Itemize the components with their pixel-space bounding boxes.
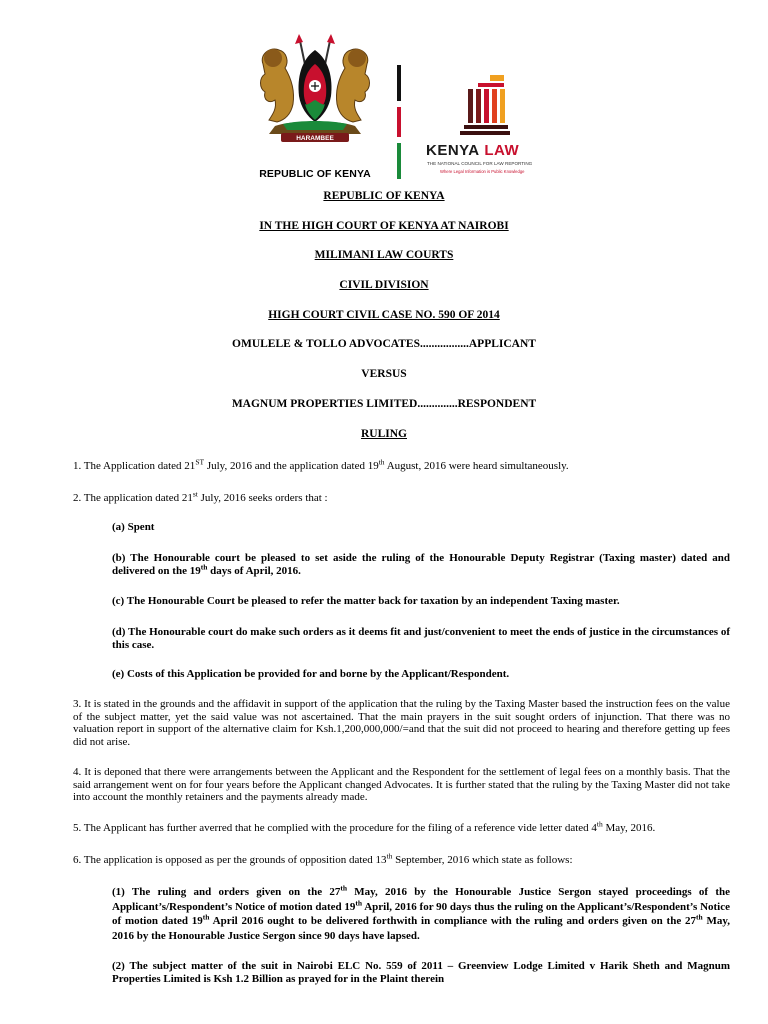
title-versus: VERSUS xyxy=(361,368,407,380)
divider-green xyxy=(397,143,401,179)
kl-name-law: LAW xyxy=(484,142,520,159)
party-applicant: OMULELE & TOLLO ADVOCATES.................APPLICANT xyxy=(232,338,536,350)
kl-name-kenya: KENYA xyxy=(426,142,480,159)
paragraph-1: 1. The Application dated 21ST July, 2016 and the application dated 19th August, 2016 were heard simultaneously. xyxy=(73,457,569,472)
order-d: (d) The Honourable court do make such orders as it deems fit and just/convenient to meet the ends of justice in the circumstances of this case. xyxy=(112,626,730,651)
title-courts: MILIMANI LAW COURTS xyxy=(314,249,454,261)
order-b: (b) The Honourable court be pleased to set aside the ruling of the Honourable Deputy Registrar (Taxing master) dated and delivered on the 19th days of April, 2016. xyxy=(112,552,730,577)
kenya-law-name xyxy=(426,142,556,159)
coat-caption: REPUBLIC OF KENYA xyxy=(259,168,371,180)
ground-2: (2) The subject matter of the suit in Nairobi ELC No. 559 of 2011 – Greenview Lodge Limited v Harik Sheth and Magnum Properties Limited is Ksh 1.2 Billion as prayed for in the Plaint therein xyxy=(112,960,730,985)
coat-motto: HARAMBEE xyxy=(296,135,334,142)
title-republic: REPUBLIC OF KENYA xyxy=(323,190,445,202)
kenya-law-logo-icon xyxy=(460,75,510,135)
title-ruling: RULING xyxy=(360,428,407,440)
order-e: (e) Costs of this Application be provided for and borne by the Applicant/Respondent. xyxy=(112,668,510,680)
order-c: (c) The Honourable Court be pleased to refer the matter back for taxation by an independent Taxing master. xyxy=(112,595,620,607)
paragraph-5: 5. The Applicant has further averred that he complied with the procedure for the filing of a reference vide letter dated 4th May, 2016. xyxy=(73,819,656,834)
order-a: (a) Spent xyxy=(112,521,155,533)
title-case-number: HIGH COURT CIVIL CASE NO. 590 OF 2014 xyxy=(268,309,500,321)
title-division: CIVIL DIVISION xyxy=(339,279,429,291)
party-respondent: MAGNUM PROPERTIES LIMITED..............RESPONDENT xyxy=(231,398,537,410)
paragraph-6: 6. The application is opposed as per the grounds of opposition dated 13th September, 2016 which state as follows: xyxy=(73,851,573,866)
ground-1: (1) The ruling and orders given on the 27th May, 2016 by the Honourable Justice Sergon stayed proceedings of the Applicant’s/Respondent’s Notice of motion dated 19th April, 2016 for 90 days thus the ruling on the Applicant’s/Respondent’s Notice of motion dated 19th April 2016 ought to be delivered forthwith in compliance with the ruling and orders given on the 27th May, 2016 by the Honourable Justice Sergon since 90 days have lapsed. xyxy=(112,883,731,942)
kenya-law-tagline: Where Legal Information is Public Knowledge xyxy=(440,169,525,174)
paragraph-3: 3. It is stated in the grounds and the affidavit in support of the application that the ruling by the Taxing Master based the instruction fees on the value of the subject matter, yet the said value was not ascertained. That the main prayers in the suit sought orders of injunction. That there was no valuation report in support of the alternative claim for Ksh.1,200,000,000/=and that the suit did not proceed to hearing and therefore getting up fees did not arise. xyxy=(73,698,730,748)
paragraph-2: 2. The application dated 21st July, 2016 seeks orders that : xyxy=(73,489,328,504)
divider-black xyxy=(397,65,401,101)
paragraph-4: 4. It is deponed that there were arrangements between the Applicant and the Respondent for the settlement of legal fees on a monthly basis. That the said arrangement went on for four years before the Applicant changed Advocates. It is further stated that the ruling by the Taxing Master did not take into account the monthly retainers and the payments already made. xyxy=(73,766,730,804)
kenya-coat-of-arms-icon xyxy=(255,34,375,144)
kenya-law-subtitle: THE NATIONAL COUNCIL FOR LAW REPORTING xyxy=(427,161,533,166)
document-header xyxy=(0,30,768,180)
divider-red xyxy=(397,107,401,137)
flag-divider xyxy=(397,65,401,179)
title-court: IN THE HIGH COURT OF KENYA AT NAIROBI xyxy=(259,220,509,232)
